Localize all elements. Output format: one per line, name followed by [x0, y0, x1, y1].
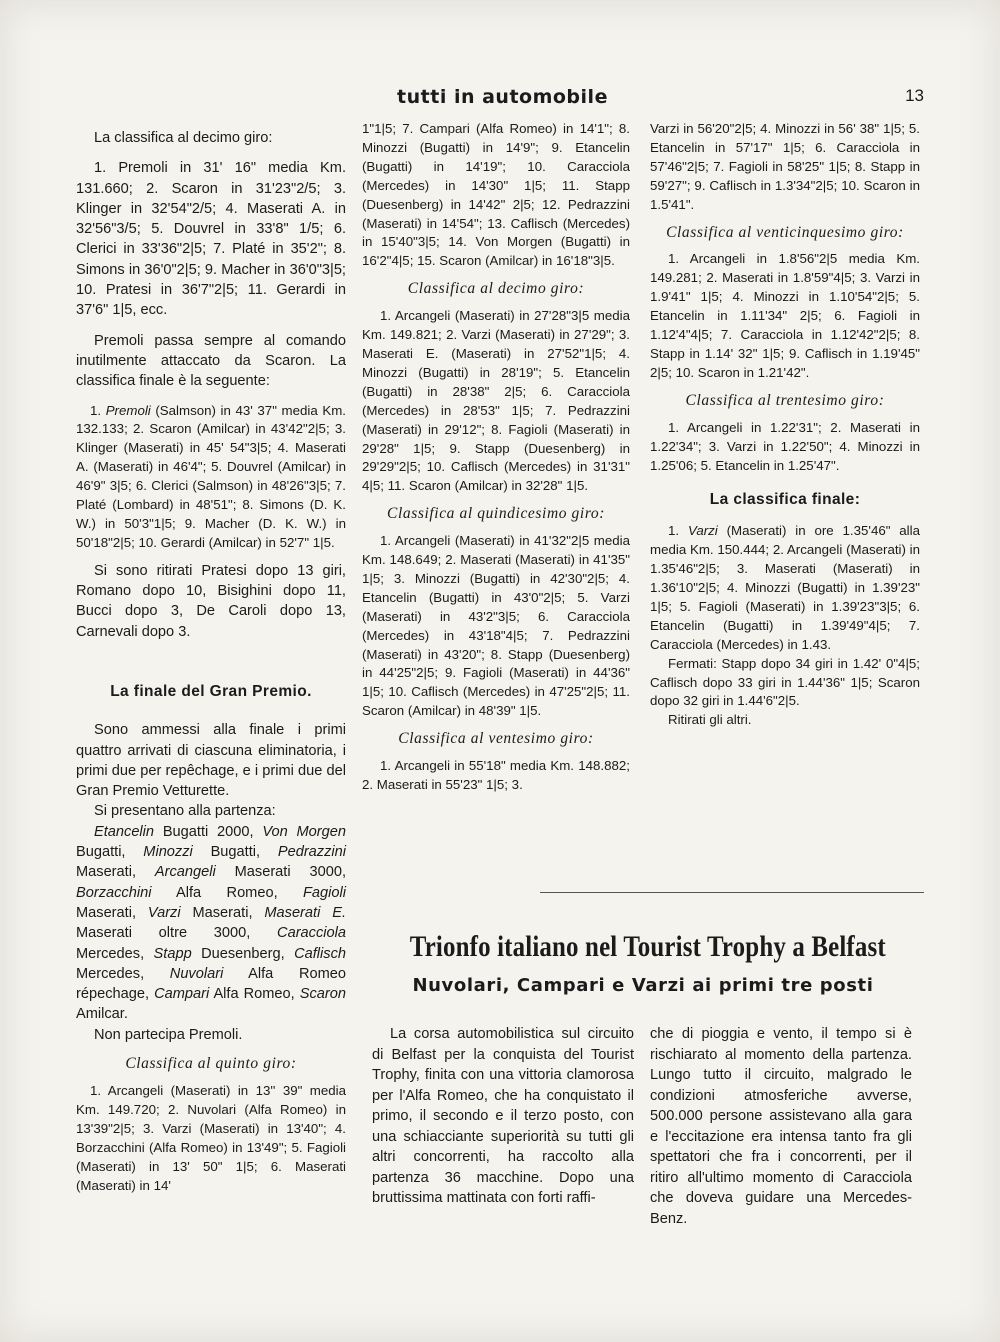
entrant-name: Scaron — [299, 986, 346, 1003]
article-column-left — [372, 1024, 634, 1209]
paragraph-decimo-results: 1. Premoli in 31' 16" media Km. 131.660; 2. Scaron in 31'23"2/5; 3. Klinger in 32'54"2/5; 4. Maserati A. in 32'56"3/5; 5. Douvrel in 33'8" 1/5; 6. Clerici in 33'36"2|5; 7. Platé in 35'2"; 8. Simons in 36'0"2|5; 9. Macher in 36'0"3|5; 10. Pratesi in 36'7"2|5; 11. Gerardi in 37'6" 1|5, ecc. — [76, 160, 346, 319]
entrant-name: Nuvolari — [169, 965, 224, 982]
heading-venticinquesimo-giro: Classifica al venticinquesimo giro: — [666, 223, 904, 241]
heading-decimo-giro: Classifica al decimo giro: — [407, 280, 585, 298]
page-number: 13 — [905, 86, 924, 105]
paragraph-partenza: Si presentano alla partenza: — [94, 803, 276, 820]
entrant-car: Mercedes, — [76, 965, 170, 982]
column-3 — [650, 120, 920, 730]
entrant-car: Alfa Romeo, — [151, 884, 303, 901]
entrant-car: Bugatti, — [76, 844, 144, 861]
heading-finale-gran-premio: La finale del Gran Premio. — [110, 683, 312, 700]
entrant-car: Maserati, — [76, 904, 148, 921]
paragraph-quinto-results: 1. Arcangeli (Maserati) in 13'' 39" media Km. 149.720; 2. Nuvolari (Alfa Romeo) in 13'39"2|5; 3. Varzi (Maserati) in 13'40"; 4. Borzacchini (Alfa Romeo) in 13'49"; 5. Fagioli (Maserati) in 13' 50" 1|5; 6. Maserati (Maserati) in 14' — [76, 1083, 346, 1193]
paragraph-ritirati: Si sono ritirati Pratesi dopo 13 giri, Romano dopo 10, Bisighini dopo 11, Bucci dopo 3, De Caroli dopo 13, Carnevali dopo 3. — [76, 562, 346, 640]
heading-classifica-finale: La classifica finale: — [709, 491, 861, 509]
paragraph-decimo-giro-results: 1. Arcangeli (Maserati) in 27'28"3|5 media Km. 149.821; 2. Varzi (Maserati) in 27'29"; 3. Maserati E. (Maserati) in 27'52"1|5; 4. Minozzi (Bugatti) in 28'19"; 5. Etancelin (Bugatti) in 28'38" 2|5; 6. Caracciola (Mercedes) in 28'53" 1|5; 7. Pedrazzini (Maserati) in 29'12"; 8. Fagioli (Maserati) in 29'28" 1|5; 9. Stapp (Duesenberg) in 29'29"2|5; 10. Caflisch (Mercedes) in 31'31" 4|5; 11. Scaron (Amilcar) in 32'28" 1|5. — [362, 308, 630, 494]
paragraph-quindicesimo-results: 1. Arcangeli (Maserati) in 41'32"2|5 media Km. 148.649; 2. Maserati (Maserati) in 41'35" 1|5; 3. Minozzi (Bugatti) in 42'30"2|5; 4. Etancelin (Bugatti) in 43'0"2|5; 5. Varzi (Maserati) in 43'2"3|5; 6. Caracciola (Mercedes) in 43'18"4|5; 7. Pedrazzini (Maserati) in 43'20"; 8. Stapp (Duesenberg) in 44'25"2|5; 9. Fagioli (Maserati) in 44'36" 1|5; 10. Caflisch (Mercedes) in 47'25"2|5; 11. Scaron (Amilcar) in 48'39" 1|5. — [362, 533, 630, 719]
entrant-name: Maserati E. — [264, 904, 346, 921]
entrant-name: Varzi — [147, 904, 181, 921]
entrant-car: Alfa Romeo, — [209, 986, 300, 1003]
paragraph-entrants — [76, 822, 346, 1025]
paragraph-quinto-continued: 1"1|5; 7. Campari (Alfa Romeo) in 14'1"; 8. Minozzi (Bugatti) in 14'9"; 9. Etancelin (Bugatti) in 14'19"; 10. Caracciola (Mercedes) in 14'30" 1|5; 11. Stapp (Duesenberg) in 14'42" 2|5; 12. Pedrazzini (Maserati) in 14'54"; 13. Caflisch (Mercedes) in 15'40"3|5; 14. Von Morgen (Bugatti) in 16'2"4|5; 15. Scaron (Amilcar) in 16'18"3|5. — [362, 121, 630, 269]
entrant-car: Maserati 3000, — [215, 864, 346, 881]
paragraph-fermati: Fermati: Stapp dopo 34 giri in 1.42' 0"4|5; Caflisch dopo 33 giri in 1.44'36" 1|5; Scaron dopo 32 giri in 1.44'6"2|5. — [650, 655, 920, 709]
paragraph-venticinquesimo-results: 1. Arcangeli in 1.8'56"2|5 media Km. 149.281; 2. Maserati in 1.8'59"4|5; 3. Varzi in 1.9'41" 1|5; 4. Minozzi in 1.10'54"2|5; 5. Etancelin in 1.11'34" 2|5; 6. Fagioli in 1.12'4"4|5; 7. Caracciola in 1.12'42"2|5; 8. Stapp in 1.14' 32" 1|5; 9. Caflisch in 1.19'45" 2|5; 10. Scaron in 1.21'42". — [650, 251, 920, 380]
entrant-car: Bugatti, — [192, 844, 278, 861]
entrant-name: Borzacchini — [76, 884, 152, 901]
heading-trentesimo-giro: Classifica al trentesimo giro: — [685, 391, 885, 409]
article-paragraph-right: che di pioggia e vento, il tempo si è rischiarato al momento della partenza. Lungo tutto il circuito, malgrado le condizioni atmosferiche avverse, 500.000 persone assistevano alla gara e l'eccitazione era intensa tanto fra gli spettatori che fra i concorrenti, per il ritiro all'ultimo momento di Caracciola che doveva guidare una Mercedes-Benz. — [650, 1026, 912, 1227]
column-2 — [362, 120, 630, 795]
entrant-car: Duesenberg, — [191, 945, 295, 962]
article-column-right — [650, 1024, 912, 1229]
article-title: Trionfo italiano nel Tourist Trophy a Belfast — [409, 930, 886, 963]
entrant-name: Stapp — [153, 945, 192, 962]
entrant-car: Mercedes, — [76, 945, 154, 962]
entrant-car: Maserati oltre 3000, — [76, 925, 278, 942]
article-paragraph-left: La corsa automobilistica sul circuito di Belfast per la conquista del Tourist Trophy, finita con una vittoria clamorosa per l'Alfa Romeo, che ha conquistato il primo, il secondo e il terzo posto, con una schiacciante superiorità su tutti gli altri concorrenti, ha raccolto alla partenza 36 macchine. Dopo una bruttissima mattinata con forti raffi- — [372, 1026, 634, 1206]
winner-name: Premoli — [105, 402, 151, 418]
page-header — [0, 86, 1000, 112]
entrant-name: Arcangeli — [154, 864, 216, 881]
running-title: tutti in automobile — [397, 86, 608, 108]
section-divider — [540, 892, 924, 893]
paragraph-non-partecipa: Non partecipa Premoli. — [94, 1026, 243, 1043]
article-subtitle: Nuvolari, Campari e Varzi ai primi tre posti — [412, 975, 874, 996]
entrant-name: Etancelin — [94, 823, 155, 840]
ranking-rest: (Salmson) in 43' 37" media Km. 132.133; 2. Scaron (Amilcar) in 43'42"2|5; 3. Klinger (Maserati) in 45' 54"3|5; 4. Maserati A. (Maserati) in 46'4"; 5. Douvrel (Amilcar) in 46'9" 3|5; 6. Clerici (Salmson) in 48'26"3|5; 7. Platé (Lombard) in 48'51"; 8. Simons (D. K. W.) in 50'3"1|5; 9. Macher (D. K. W.) in 50'18"2|5; 10. Gerardi (Amilcar) in 52'7" 1|5. — [76, 402, 346, 550]
entrant-name: Campari — [154, 986, 210, 1003]
paragraph-premoli-comando: Premoli passa sempre al comando inutilmente attaccato da Scaron. La classifica finale è la seguente: — [76, 332, 346, 390]
paragraph-ritirati-altri: Ritirati gli altri. — [668, 712, 752, 728]
ranking-prefix: 1. — [90, 402, 106, 418]
entrant-car: Bugatti 2000, — [154, 823, 263, 840]
paragraph-ventesimo-results: 1. Arcangeli in 55'18" media Km. 148.882; 2. Maserati in 55'23" 1|5; 3. — [362, 758, 630, 792]
paragraph-trentesimo-results: 1. Arcangeli in 1.22'31"; 2. Maserati in 1.22'34"; 3. Varzi in 1.22'50"; 4. Minozzi in 1.25'06; 5. Etancelin in 1.25'47". — [650, 419, 920, 473]
paragraph-finale-results — [650, 522, 920, 654]
paragraph-ventesimo-continued: Varzi in 56'20"2|5; 4. Minozzi in 56' 38" 1|5; 5. Etancelin in 57'17" 1|5; 6. Caracciola in 57'46"2|5; 7. Fagioli in 58'25" 1|5; 8. Stapp in 59'27"; 9. Caflisch in 1.3'34"2|5; 10. Scaron in 1.5'41". — [650, 121, 920, 212]
entrant-name: Caracciola — [277, 925, 346, 942]
column-1 — [76, 128, 346, 1196]
heading-ventesimo-giro: Classifica al ventesimo giro: — [398, 730, 594, 748]
entrant-name: Fagioli — [303, 884, 346, 901]
paragraph-final-ranking — [76, 402, 346, 553]
entrant-car: Amilcar. — [76, 1006, 128, 1023]
finale-winner-name: Varzi — [687, 523, 718, 539]
paragraph-ammessi: Sono ammessi alla finale i primi quattro arrivati di ciascuna eliminatoria, i primi due per repêchage, e i primi due del Gran Premio Vetturette. — [76, 722, 346, 800]
entrant-car: Maserati, — [180, 904, 265, 921]
finale-rest: (Maserati) in ore 1.35'46" alla media Km. 150.444; 2. Arcangeli (Maserati) in 1.35'46"2|5; 3. Maserati (Maserati) in 1.36'10"2|5; 4. Minozzi (Bugatti) in 1.39'23" 1|5; 5. Fagioli (Maserati) in 1.39'23"3|5; 6. Etancelin (Bugatti) in 1.39'49"4|5; 7. Caracciola (Mercedes) in 1.43. — [650, 523, 920, 652]
heading-quinto-giro: Classifica al quinto giro: — [125, 1055, 297, 1073]
entrant-name: Von Morgen — [262, 823, 346, 840]
paragraph-decimo-intro: La classifica al decimo giro: — [94, 130, 273, 146]
entrant-name: Minozzi — [143, 844, 193, 861]
finale-prefix: 1. — [668, 523, 688, 539]
heading-quindicesimo-giro: Classifica al quindicesimo giro: — [387, 505, 605, 523]
entrant-name: Pedrazzini — [277, 844, 346, 861]
entrant-name: Caflisch — [294, 945, 346, 962]
entrant-car: Alfa Romeo répechage, — [76, 965, 346, 1003]
entrant-car: Maserati, — [76, 864, 155, 881]
